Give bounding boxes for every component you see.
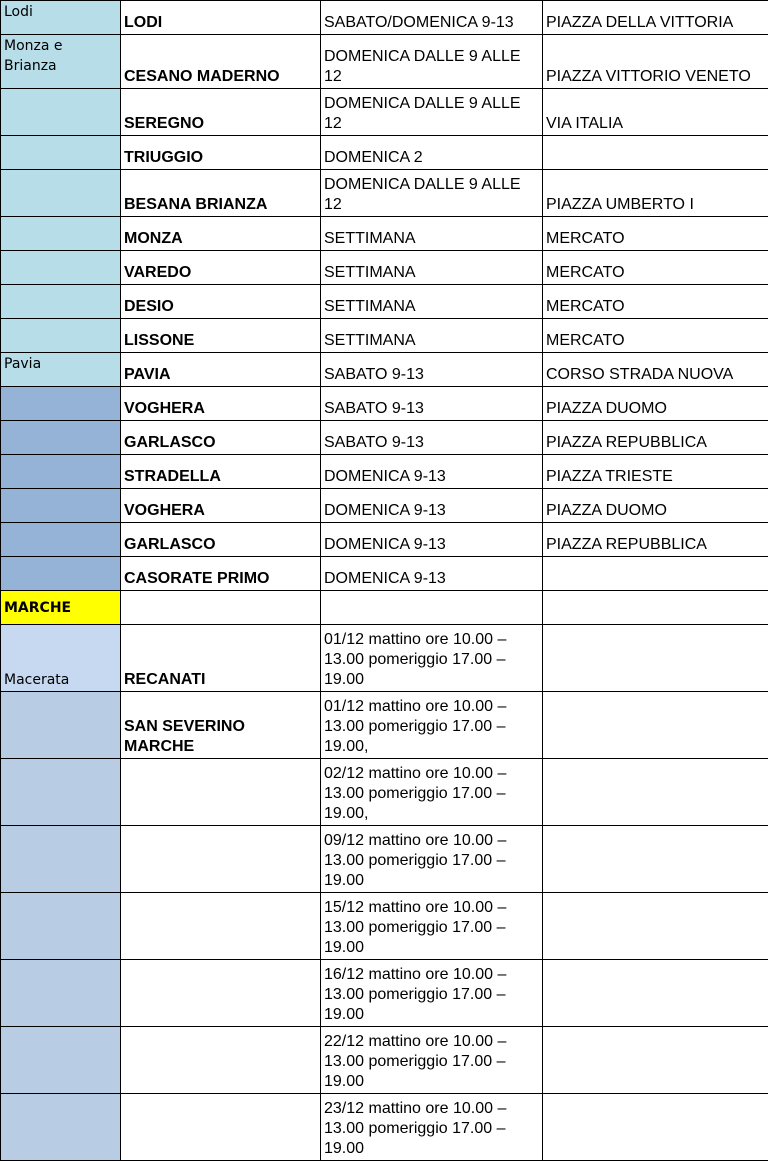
location-cell: MERCATO <box>543 285 768 319</box>
location-cell <box>543 1027 768 1094</box>
province-cell <box>1 692 121 759</box>
schedule-cell: DOMENICA DALLE 9 ALLE 12 <box>321 35 543 89</box>
location-cell <box>543 625 768 692</box>
province-cell <box>1 387 121 421</box>
city-cell: VOGHERA <box>121 387 321 421</box>
schedule-cell: SETTIMANA <box>321 217 543 251</box>
table-row <box>1 353 768 387</box>
province-cell <box>1 285 121 319</box>
location-cell: MERCATO <box>543 319 768 353</box>
schedule-cell: 23/12 mattino ore 10.00 – 13.00 pomeriggio 17.00 – 19.00 <box>321 1094 543 1161</box>
schedule-cell: DOMENICA 9-13 <box>321 523 543 557</box>
location-cell: PIAZZA DELLA VITTORIA <box>543 1 768 35</box>
schedule-cell: SETTIMANA <box>321 285 543 319</box>
schedule-cell: SABATO 9-13 <box>321 353 543 387</box>
province-cell <box>1 826 121 893</box>
city-cell <box>121 893 321 960</box>
schedule-cell: SABATO 9-13 <box>321 387 543 421</box>
city-cell: GARLASCO <box>121 523 321 557</box>
province-cell <box>1 89 121 136</box>
table-row <box>1 217 768 251</box>
table-row <box>1 89 768 136</box>
table-row <box>1 960 768 1027</box>
city-cell <box>121 960 321 1027</box>
schedule-cell: DOMENICA 9-13 <box>321 455 543 489</box>
schedule-cell: DOMENICA DALLE 9 ALLE 12 <box>321 89 543 136</box>
city-cell: STRADELLA <box>121 455 321 489</box>
schedule-cell: 15/12 mattino ore 10.00 – 13.00 pomeriggio 17.00 – 19.00 <box>321 893 543 960</box>
location-cell: PIAZZA REPUBBLICA <box>543 523 768 557</box>
city-cell: MONZA <box>121 217 321 251</box>
table-row <box>1 35 768 89</box>
region-cell: MARCHE <box>1 591 121 625</box>
schedule-cell <box>321 591 543 625</box>
table-row <box>1 421 768 455</box>
location-cell <box>543 960 768 1027</box>
province-cell <box>1 1094 121 1161</box>
schedule-cell: SABATO/DOMENICA 9-13 <box>321 1 543 35</box>
province-cell <box>1 136 121 170</box>
table-row <box>1 319 768 353</box>
city-cell: CESANO MADERNO <box>121 35 321 89</box>
province-cell <box>1 1027 121 1094</box>
province-cell: Lodi <box>1 1 121 35</box>
location-cell <box>543 826 768 893</box>
province-cell: Monza e Brianza <box>1 35 121 89</box>
province-cell <box>1 170 121 217</box>
table-row <box>1 591 768 625</box>
table-row <box>1 523 768 557</box>
province-cell <box>1 523 121 557</box>
city-cell: LISSONE <box>121 319 321 353</box>
schedule-cell: SETTIMANA <box>321 319 543 353</box>
city-cell <box>121 759 321 826</box>
province-cell <box>1 421 121 455</box>
city-cell: SAN SEVERINO MARCHE <box>121 692 321 759</box>
location-cell <box>543 557 768 591</box>
table-row <box>1 893 768 960</box>
province-cell <box>1 893 121 960</box>
province-cell <box>1 455 121 489</box>
location-cell: PIAZZA REPUBBLICA <box>543 421 768 455</box>
table-row <box>1 1094 768 1161</box>
city-cell: RECANATI <box>121 625 321 692</box>
location-cell: PIAZZA UMBERTO I <box>543 170 768 217</box>
location-cell <box>543 759 768 826</box>
schedule-cell: DOMENICA 9-13 <box>321 557 543 591</box>
location-cell <box>543 591 768 625</box>
location-cell: PIAZZA DUOMO <box>543 387 768 421</box>
city-cell: VAREDO <box>121 251 321 285</box>
location-cell <box>543 136 768 170</box>
province-cell <box>1 960 121 1027</box>
table-row <box>1 759 768 826</box>
schedule-cell: 01/12 mattino ore 10.00 – 13.00 pomeriggio 17.00 – 19.00 <box>321 625 543 692</box>
table-row <box>1 251 768 285</box>
table-row <box>1 826 768 893</box>
location-cell <box>543 1094 768 1161</box>
table-row <box>1 1027 768 1094</box>
province-cell <box>1 489 121 523</box>
city-cell: CASORATE PRIMO <box>121 557 321 591</box>
schedule-cell: 16/12 mattino ore 10.00 – 13.00 pomeriggio 17.00 – 19.00 <box>321 960 543 1027</box>
city-cell: GARLASCO <box>121 421 321 455</box>
table-row <box>1 557 768 591</box>
city-cell: SEREGNO <box>121 89 321 136</box>
location-cell: MERCATO <box>543 251 768 285</box>
table-row <box>1 285 768 319</box>
location-cell: PIAZZA TRIESTE <box>543 455 768 489</box>
schedule-cell: SETTIMANA <box>321 251 543 285</box>
location-cell <box>543 893 768 960</box>
table-row <box>1 387 768 421</box>
table-row <box>1 1 768 35</box>
table-row <box>1 170 768 217</box>
city-cell <box>121 826 321 893</box>
city-cell <box>121 591 321 625</box>
schedule-cell: 09/12 mattino ore 10.00 – 13.00 pomeriggio 17.00 – 19.00 <box>321 826 543 893</box>
location-cell <box>543 692 768 759</box>
province-cell: Pavia <box>1 353 121 387</box>
city-cell <box>121 1027 321 1094</box>
table-row <box>1 455 768 489</box>
table-body <box>1 1 768 1161</box>
province-cell <box>1 557 121 591</box>
province-cell <box>1 217 121 251</box>
city-cell <box>121 1094 321 1161</box>
table-row <box>1 136 768 170</box>
city-cell: TRIUGGIO <box>121 136 321 170</box>
province-cell: Macerata <box>1 625 121 692</box>
location-cell: VIA ITALIA <box>543 89 768 136</box>
location-cell: PIAZZA VITTORIO VENETO <box>543 35 768 89</box>
schedule-cell: 02/12 mattino ore 10.00 – 13.00 pomeriggio 17.00 – 19.00, <box>321 759 543 826</box>
schedule-cell: DOMENICA 9-13 <box>321 489 543 523</box>
city-cell: BESANA BRIANZA <box>121 170 321 217</box>
table-row <box>1 625 768 692</box>
table-row <box>1 692 768 759</box>
schedule-cell: 22/12 mattino ore 10.00 – 13.00 pomeriggio 17.00 – 19.00 <box>321 1027 543 1094</box>
city-cell: VOGHERA <box>121 489 321 523</box>
province-cell <box>1 319 121 353</box>
table-row <box>1 489 768 523</box>
schedule-cell: 01/12 mattino ore 10.00 – 13.00 pomeriggio 17.00 – 19.00, <box>321 692 543 759</box>
schedule-cell: DOMENICA 2 <box>321 136 543 170</box>
location-cell: CORSO STRADA NUOVA <box>543 353 768 387</box>
city-cell: DESIO <box>121 285 321 319</box>
location-cell: PIAZZA DUOMO <box>543 489 768 523</box>
city-cell: PAVIA <box>121 353 321 387</box>
province-cell <box>1 759 121 826</box>
schedule-cell: SABATO 9-13 <box>321 421 543 455</box>
schedule-cell: DOMENICA DALLE 9 ALLE 12 <box>321 170 543 217</box>
province-cell <box>1 251 121 285</box>
city-cell: LODI <box>121 1 321 35</box>
location-cell: MERCATO <box>543 217 768 251</box>
